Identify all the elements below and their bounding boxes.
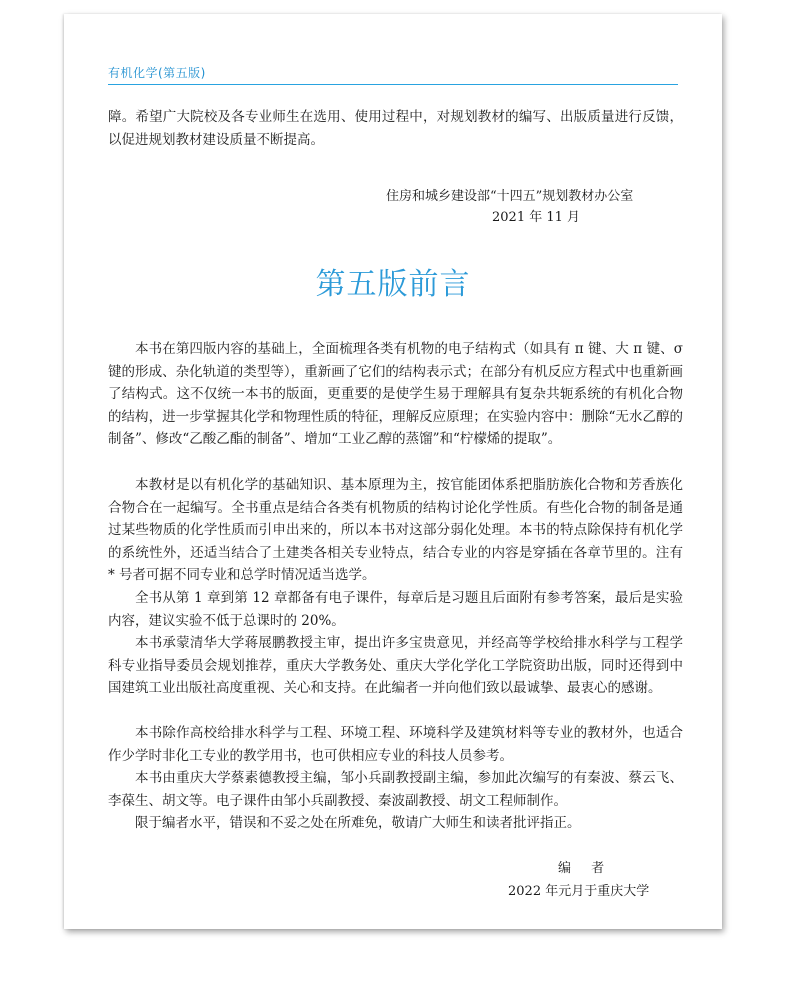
editor-label: 编 者 <box>558 861 613 876</box>
office-signature: 住房和城乡建设部“十四五”规划教材办公室 <box>386 189 634 204</box>
previous-section-text: 障。希望广大院校及各专业师生在选用、使用过程中，对规划教材的编写、出版质量进行反馈，以促进规划教材建设质量不断提高。 <box>108 109 683 148</box>
book-page <box>64 14 722 929</box>
preface-paragraph-2: 本教材是以有机化学的基础知识、基本原理为主，按官能团体系把脂肪族化合物和芳香族化合物合在一起编写。全书重点是结合各类有机物质的结构讨论化学性质。有些化合物的制备是通过某些物质的化学性质而引申出来的，所以本书对这部分弱化处理。本书的特点除保持有机化学的系统性外，还适当结合了土建类各相关专业特点，结合专业的内容是穿插在各章节里的。注有 * 号者可据不同专业和总学时情况适当选学。 <box>108 477 683 584</box>
running-header: 有机化学(第五版) <box>108 66 206 80</box>
preface-paragraph-7: 限于编者水平，错误和不妥之处在所难免，敬请广大师生和读者批评指正。 <box>135 815 581 831</box>
preface-paragraph-5: 本书除作高校给排水科学与工程、环境工程、环境科学及建筑材料等专业的教材外，也适合作少学时非化工专业的教学用书，也可供相应专业的科技人员参考。 <box>108 725 683 764</box>
preface-paragraph-3: 全书从第 1 章到第 12 章都备有电子课件，每章后是习题且后面附有参考答案，最后是实验内容，建议实验不低于总课时的 20%。 <box>108 590 683 629</box>
preface-title: 第五版前言 <box>315 267 471 302</box>
preface-paragraph-4: 本书承蒙清华大学蒋展鹏教授主审，提出许多宝贵意见，并经高等学校给排水科学与工程学科专业指导委员会规划推荐，重庆大学教务处、重庆大学化学化工学院资助出版，同时还得到中国建筑工业出版社高度重视、关心和支持。在此编者一并向他们致以最诚挚、最衷心的感谢。 <box>108 635 683 697</box>
office-date: 2021 年 11 月 <box>492 210 581 225</box>
header-rule <box>108 84 678 85</box>
editor-place-date: 2022 年元月于重庆大学 <box>508 884 650 899</box>
preface-paragraph-1: 本书在第四版内容的基础上，全面梳理各类有机物的电子结构式（如具有 π 键、大 π 键、σ 键的形成、杂化轨道的类型等），重新画了它们的结构表示式；在部分有机反应方程式中也重新画了结构式。这不仅统一本书的版面，更重要的是使学生易于理解具有复杂共轭系统的有机化合物的结构，进一步掌握其化学和物理性质的特征，理解反应原理；在实验内容中：删除“无水乙醇的制备”、修改“乙酸乙酯的制备”、增加“工业乙醇的蒸馏”和“柠檬烯的提取”。 <box>108 341 683 448</box>
preface-paragraph-6: 本书由重庆大学蔡素德教授主编，邹小兵副教授副主编，参加此次编写的有秦波、蔡云飞、李葆生、胡文等。电子课件由邹小兵副教授、秦波副教授、胡文工程师制作。 <box>108 770 683 809</box>
